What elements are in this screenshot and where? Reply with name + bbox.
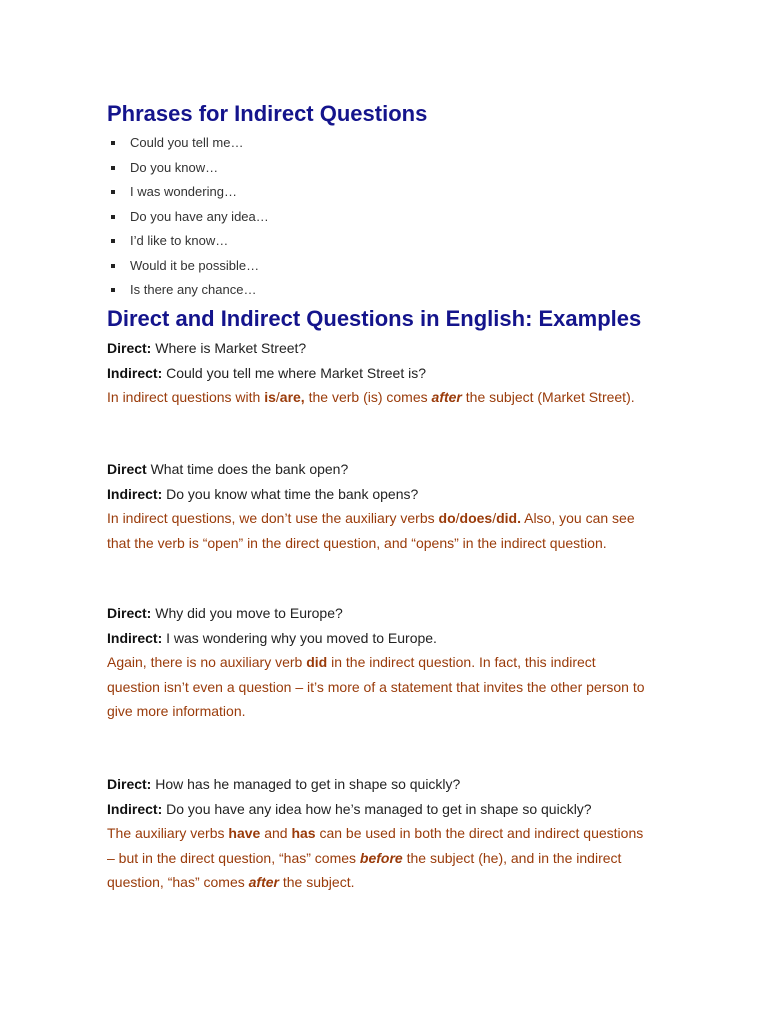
note-text: / (492, 510, 497, 526)
note-bold: did (306, 654, 328, 670)
note-bold: are, (279, 389, 305, 405)
phrase-text: I was wondering… (130, 184, 237, 199)
note-text: The auxiliary verbs (107, 825, 229, 841)
note-text: the subject (he), and in the indirect (402, 849, 622, 866)
bullet-icon (111, 166, 115, 170)
bullet-icon (111, 288, 115, 292)
list-item (107, 156, 269, 181)
example-block-1 (107, 336, 727, 410)
bullet-icon (111, 190, 115, 194)
indirect-label: Indirect: (107, 485, 163, 502)
note-text: the verb (is) comes (304, 389, 432, 405)
list-item (107, 278, 269, 303)
note-text: / (275, 389, 280, 405)
section-title-examples: Direct and Indirect Questions in English: Examples (107, 306, 642, 331)
explanation-note-line (107, 870, 727, 895)
section-title-phrases: Phrases for Indirect Questions (107, 101, 428, 126)
note-text: Also, you can see (520, 510, 635, 526)
bullet-icon (111, 239, 115, 243)
phrase-text: Would it be possible… (130, 257, 260, 273)
indirect-line (107, 626, 727, 651)
note-bold: does (459, 510, 493, 526)
bullet-icon (111, 141, 115, 145)
direct-text: Why did you move to Europe? (151, 605, 343, 621)
indirect-text: Could you tell me where Market Street is? (162, 364, 427, 381)
direct-label: Direct: (107, 776, 152, 792)
note-text: In indirect questions with (107, 389, 265, 405)
indirect-text: Do you know what time the bank opens? (162, 485, 419, 502)
note-text: – but in the direct question, “has” comes (107, 849, 360, 866)
phrase-text: Could you tell me… (130, 135, 244, 150)
note-text: and (260, 825, 292, 841)
phrase-text: Do you know… (130, 159, 219, 175)
note-text: question, “has” comes (107, 874, 249, 890)
list-item (107, 229, 269, 254)
list-item (107, 131, 269, 156)
indirect-label: Indirect: (107, 364, 163, 381)
list-item (107, 180, 269, 205)
note-bold: have (228, 825, 261, 841)
phrase-text: Do you have any idea… (130, 208, 269, 224)
note-emphasis: after (248, 874, 279, 890)
bullet-icon (111, 215, 115, 219)
direct-line (107, 457, 727, 482)
explanation-note-line: question isn’t even a question – it’s more of a statement that invites the other person to (107, 678, 645, 695)
list-item (107, 254, 269, 279)
explanation-note (107, 506, 727, 531)
phrase-text: I’d like to know… (130, 233, 229, 248)
note-bold: has (291, 825, 316, 841)
direct-text: How has he managed to get in shape so quickly? (151, 776, 461, 792)
explanation-note (107, 650, 727, 675)
indirect-label: Indirect: (107, 800, 163, 817)
example-block-4 (107, 772, 727, 895)
explanation-note-line: give more information. (107, 703, 246, 719)
phrase-text: Is there any chance… (130, 282, 257, 297)
indirect-line (107, 482, 727, 507)
indirect-line (107, 361, 727, 386)
list-item (107, 205, 269, 230)
note-text: Again, there is no auxiliary verb (107, 654, 307, 670)
explanation-note (107, 385, 727, 410)
note-bold: do (438, 510, 456, 526)
note-text: the subject. (278, 874, 355, 890)
direct-label: Direct: (107, 605, 152, 621)
indirect-line (107, 797, 727, 822)
note-text: can be used in both the direct and indirect questions (315, 825, 644, 841)
example-block-2 (107, 457, 727, 555)
phrases-list (107, 131, 269, 303)
indirect-label: Indirect: (107, 629, 163, 646)
note-emphasis: before (359, 849, 403, 866)
note-text: the subject (Market Street). (461, 389, 635, 405)
indirect-text: I was wondering why you moved to Europe. (162, 629, 437, 646)
note-text: / (455, 510, 460, 526)
note-bold: is (264, 389, 276, 405)
direct-line (107, 772, 727, 797)
example-block-3 (107, 601, 727, 724)
explanation-note-line: that the verb is “open” in the direct question, and “opens” in the indirect question. (107, 534, 607, 551)
direct-line (107, 601, 727, 626)
direct-line (107, 336, 727, 361)
bullet-icon (111, 264, 115, 268)
indirect-text: Do you have any idea how he’s managed to get in shape so quickly? (162, 800, 592, 817)
direct-text: Where is Market Street? (151, 340, 307, 356)
explanation-note (107, 821, 727, 846)
note-text: In indirect questions, we don’t use the auxiliary verbs (107, 510, 439, 526)
direct-label: Direct (107, 461, 147, 477)
note-bold: did. (496, 510, 521, 526)
direct-text: What time does the bank open? (146, 461, 349, 477)
explanation-note-line (107, 846, 727, 871)
note-emphasis: after (431, 389, 462, 405)
direct-label: Direct: (107, 340, 152, 356)
note-text: in the indirect question. In fact, this indirect (327, 654, 596, 670)
